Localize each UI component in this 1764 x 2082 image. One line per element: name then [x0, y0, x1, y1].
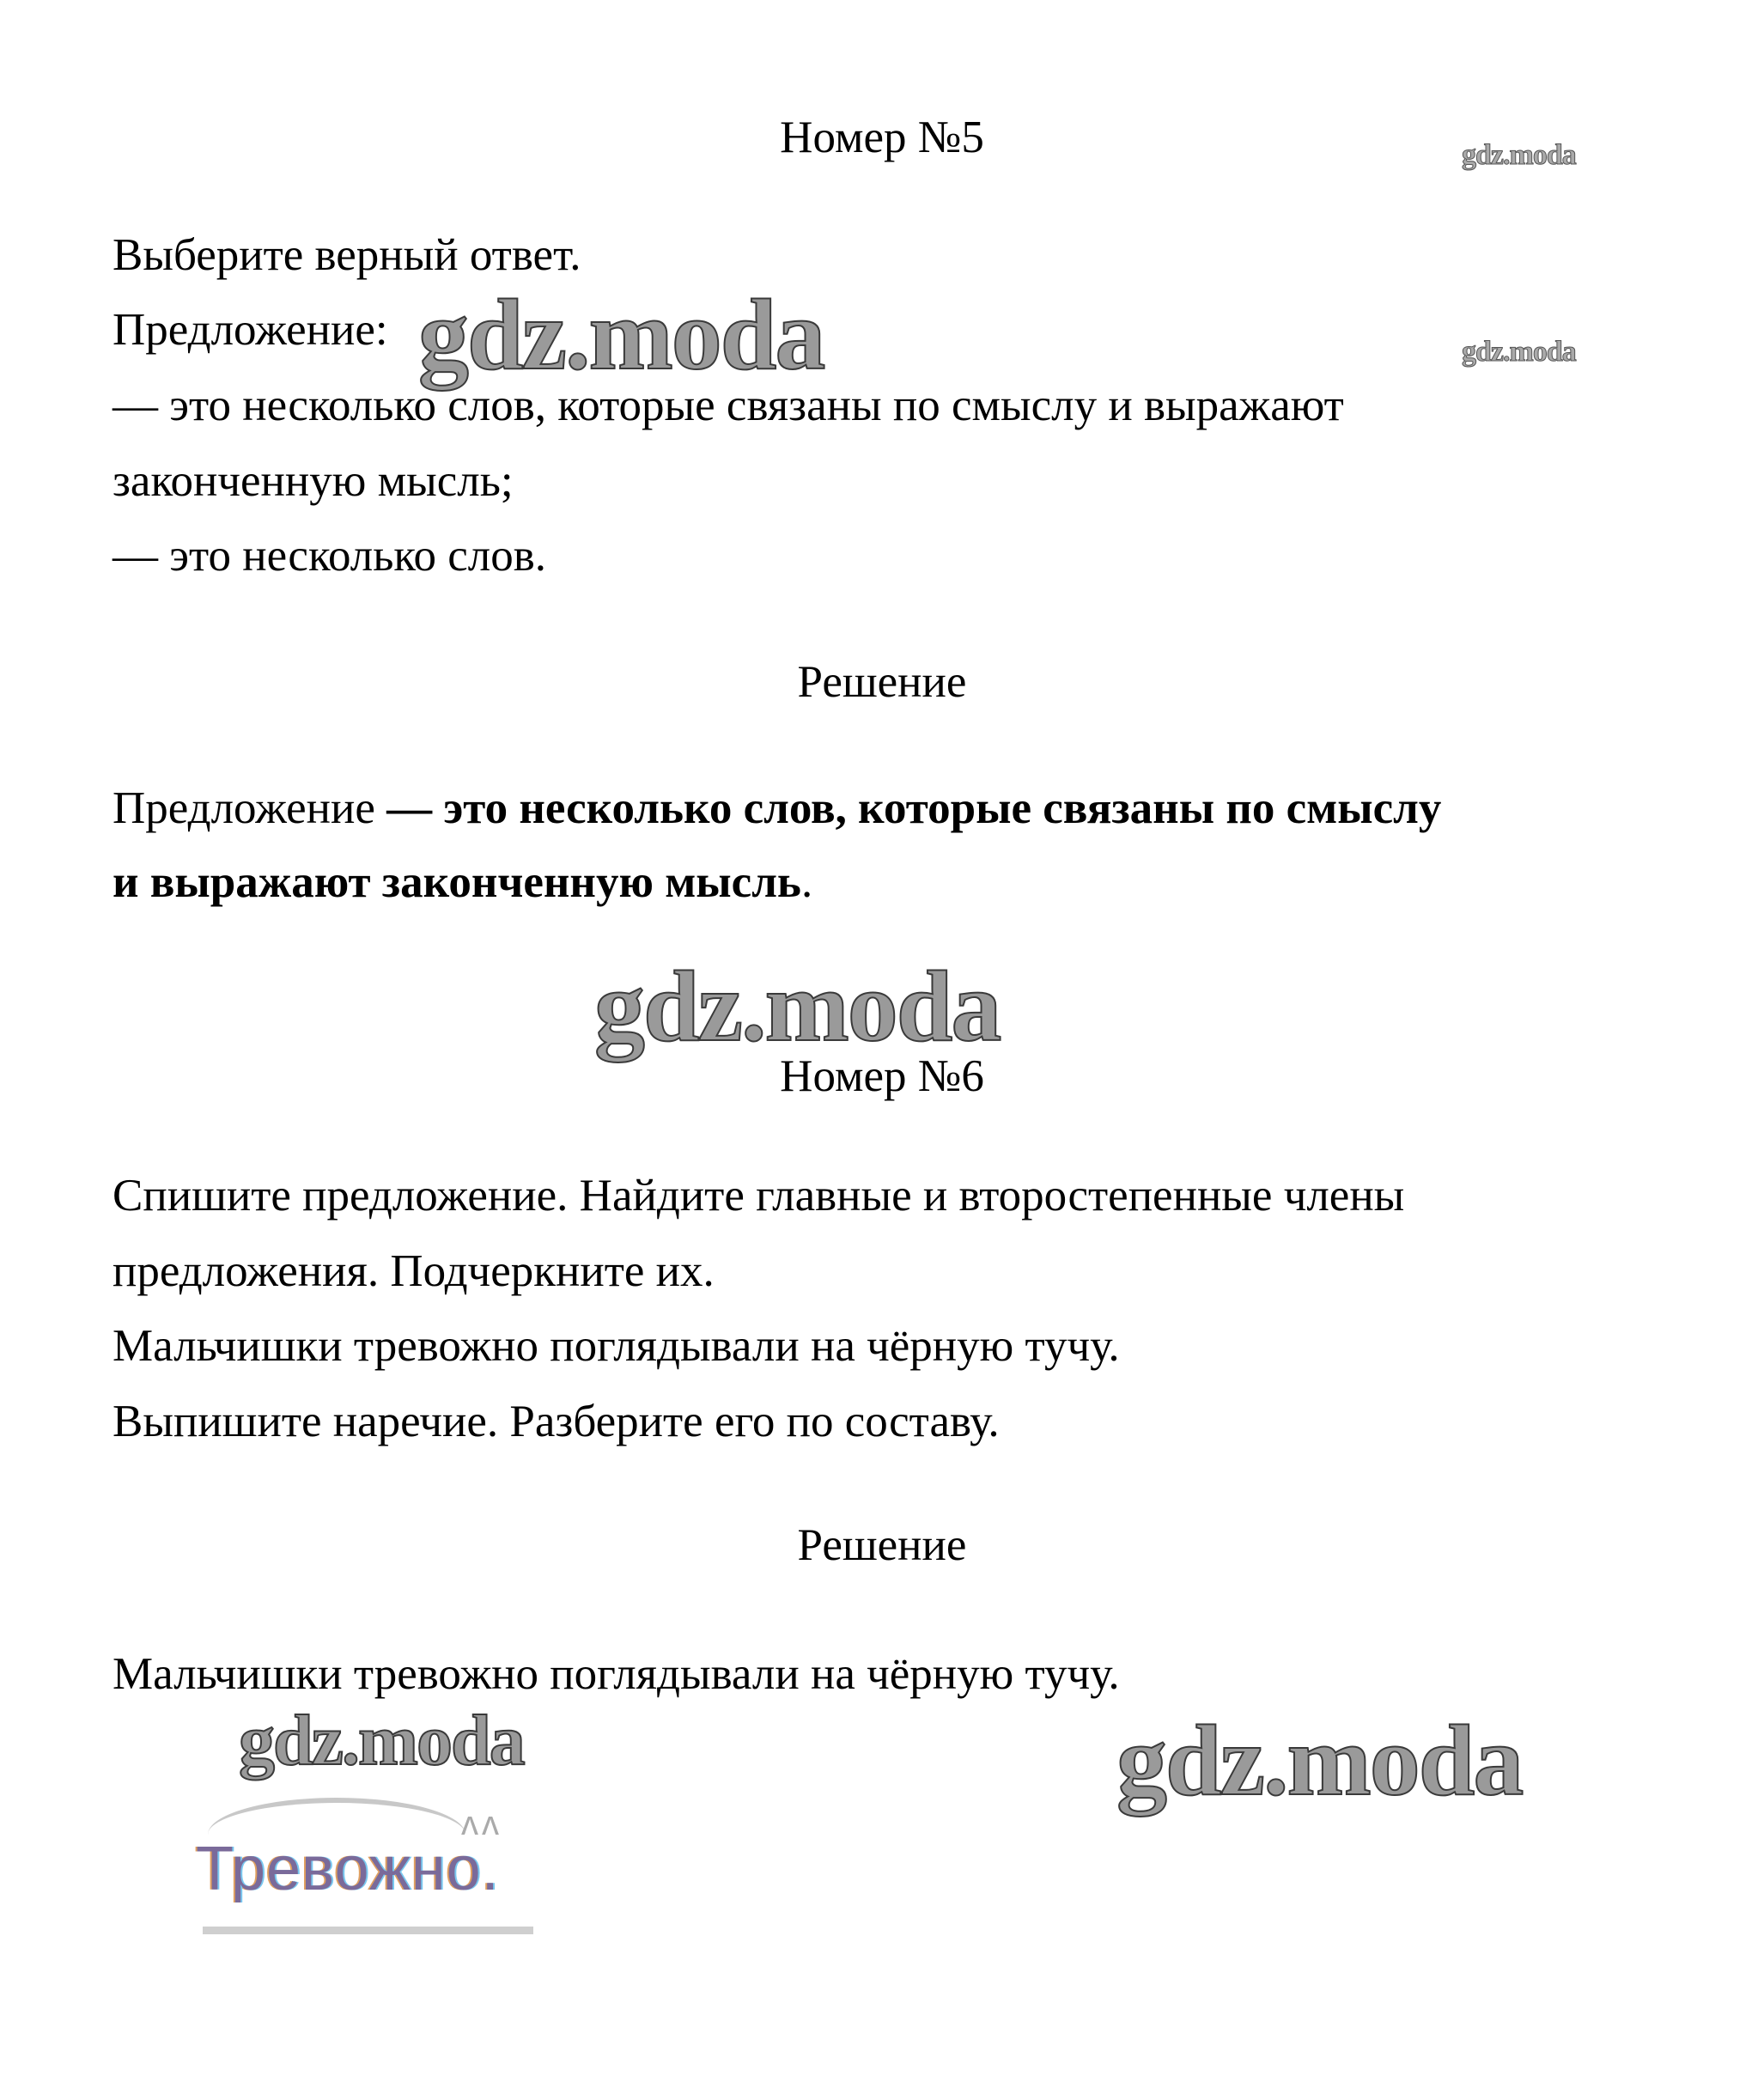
base-underline-mark [203, 1927, 533, 1934]
task5-line: Выберите верный ответ. [113, 230, 581, 280]
suffix-marks: ʌʌ [461, 1805, 502, 1842]
task5-line: Предложение: [113, 305, 388, 355]
watermark: gdz.moda [1116, 1704, 1523, 1817]
task5-title: Номер №5 [780, 113, 984, 162]
watermark: gdz.moda [418, 278, 824, 391]
answer-end: . [800, 857, 813, 907]
task6-line: Спишите предложение. Найдите главные и второстепенные члены [113, 1171, 1405, 1221]
morphemic-analysis-image [196, 1781, 560, 1940]
task5-answer [113, 781, 1441, 836]
task6-line: Выпишите наречие. Разберите его по составу. [113, 1397, 1000, 1446]
task6-solution-heading: Решение [797, 1520, 967, 1570]
morphemic-word: Тревожно. [196, 1835, 500, 1903]
task6-line: Мальчишки тревожно поглядывали на чёрную тучу. [113, 1321, 1120, 1371]
answer-bold: — это несколько слов, которые связаны по смыслу [386, 783, 1442, 833]
task6-answer: Мальчишки тревожно поглядывали на чёрную тучу. [113, 1649, 1120, 1699]
answer-prefix: Предложение [113, 783, 387, 833]
answer-bold: и выражают законченную мысль [113, 857, 801, 907]
watermark: gdz.moda [1462, 336, 1576, 368]
task5-line: — это несколько слов. [113, 531, 546, 581]
task5-line: — это несколько слов, которые связаны по смыслу и выражают [113, 380, 1344, 430]
task5-line: законченную мысль; [113, 456, 514, 506]
watermark: gdz.moda [594, 950, 1001, 1062]
watermark: gdz.moda [1462, 139, 1576, 171]
watermark: gdz.moda [239, 1701, 524, 1781]
task5-solution-heading: Решение [797, 657, 967, 707]
task5-answer-cont [113, 855, 812, 910]
task6-title: Номер №6 [780, 1051, 984, 1101]
task6-line: предложения. Подчеркните их. [113, 1246, 715, 1296]
